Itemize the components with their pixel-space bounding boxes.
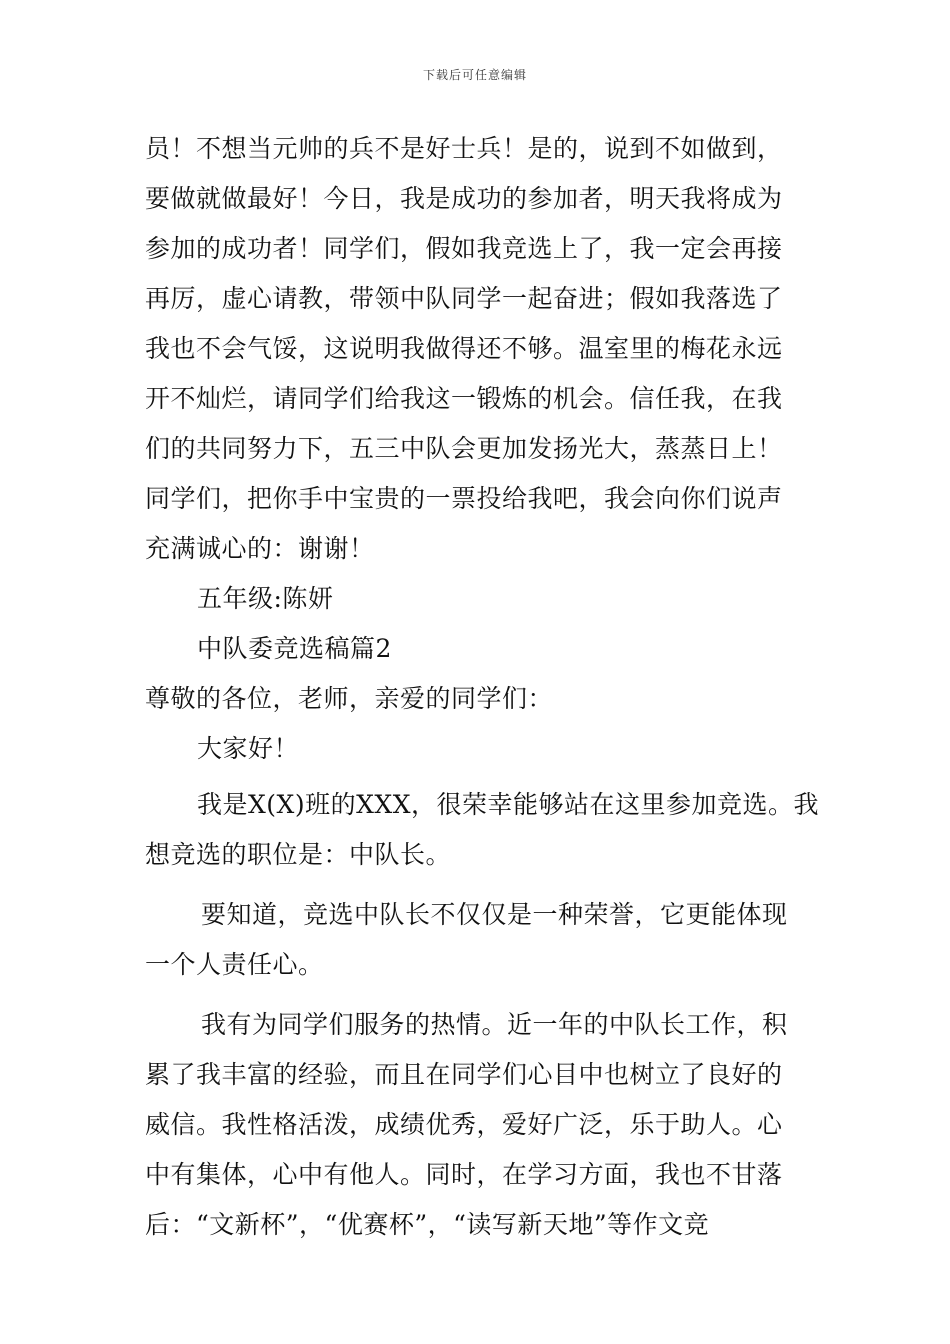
- text-line: 要做就做最好！今日，我是成功的参加者，明天我将成为: [145, 184, 783, 213]
- text-line: 我有为同学们服务的热情。近一年的中队长工作，积: [201, 1010, 788, 1039]
- text-line: 中有集体，心中有他人。同时，在学习方面，我也不甘落: [145, 1160, 783, 1189]
- text-line: 们的共同努力下，五三中队会更加发扬光大，蒸蒸日上！: [145, 434, 783, 463]
- text-line: 员！不想当元帅的兵不是好士兵！是的，说到不如做到，: [145, 134, 783, 163]
- text-line: 我是X(X)班的XXX，很荣幸能够站在这里参加竞选。我: [197, 790, 819, 819]
- text-line: 一个人责任心。: [145, 950, 324, 979]
- greeting: 大家好！: [197, 734, 300, 763]
- text-line: 威信。我性格活泼，成绩优秀，爱好广泛，乐于助人。心: [145, 1110, 783, 1139]
- page-header: 下载后可任意编辑: [422, 68, 527, 82]
- author-signature: 五年级:陈妍: [197, 584, 334, 613]
- salutation: 尊敬的各位，老师，亲爱的同学们：: [145, 684, 554, 713]
- text-line: 想竞选的职位是：中队长。: [145, 840, 452, 869]
- section-title: 中队委竞选稿篇2: [197, 634, 392, 663]
- text-line: 同学们，把你手中宝贵的一票投给我吧，我会向你们说声: [145, 484, 783, 513]
- text-line: 累了我丰富的经验，而且在同学们心目中也树立了良好的: [145, 1060, 783, 1089]
- document-body: [145, 124, 819, 1250]
- text-line: 后：“文新杯”，“优赛杯”，“读写新天地”等作文竞: [145, 1210, 710, 1239]
- text-line: 再厉，虚心请教，带领中队同学一起奋进；假如我落选了: [145, 284, 783, 313]
- text-line: 参加的成功者！同学们，假如我竞选上了，我一定会再接: [145, 234, 783, 263]
- text-line: 要知道，竞选中队长不仅仅是一种荣誉，它更能体现: [201, 900, 788, 929]
- text-line: 充满诚心的：谢谢！: [145, 534, 375, 563]
- text-line: 开不灿烂，请同学们给我这一锻炼的机会。信任我，在我: [145, 384, 783, 413]
- text-line: 我也不会气馁，这说明我做得还不够。温室里的梅花永远: [145, 334, 783, 363]
